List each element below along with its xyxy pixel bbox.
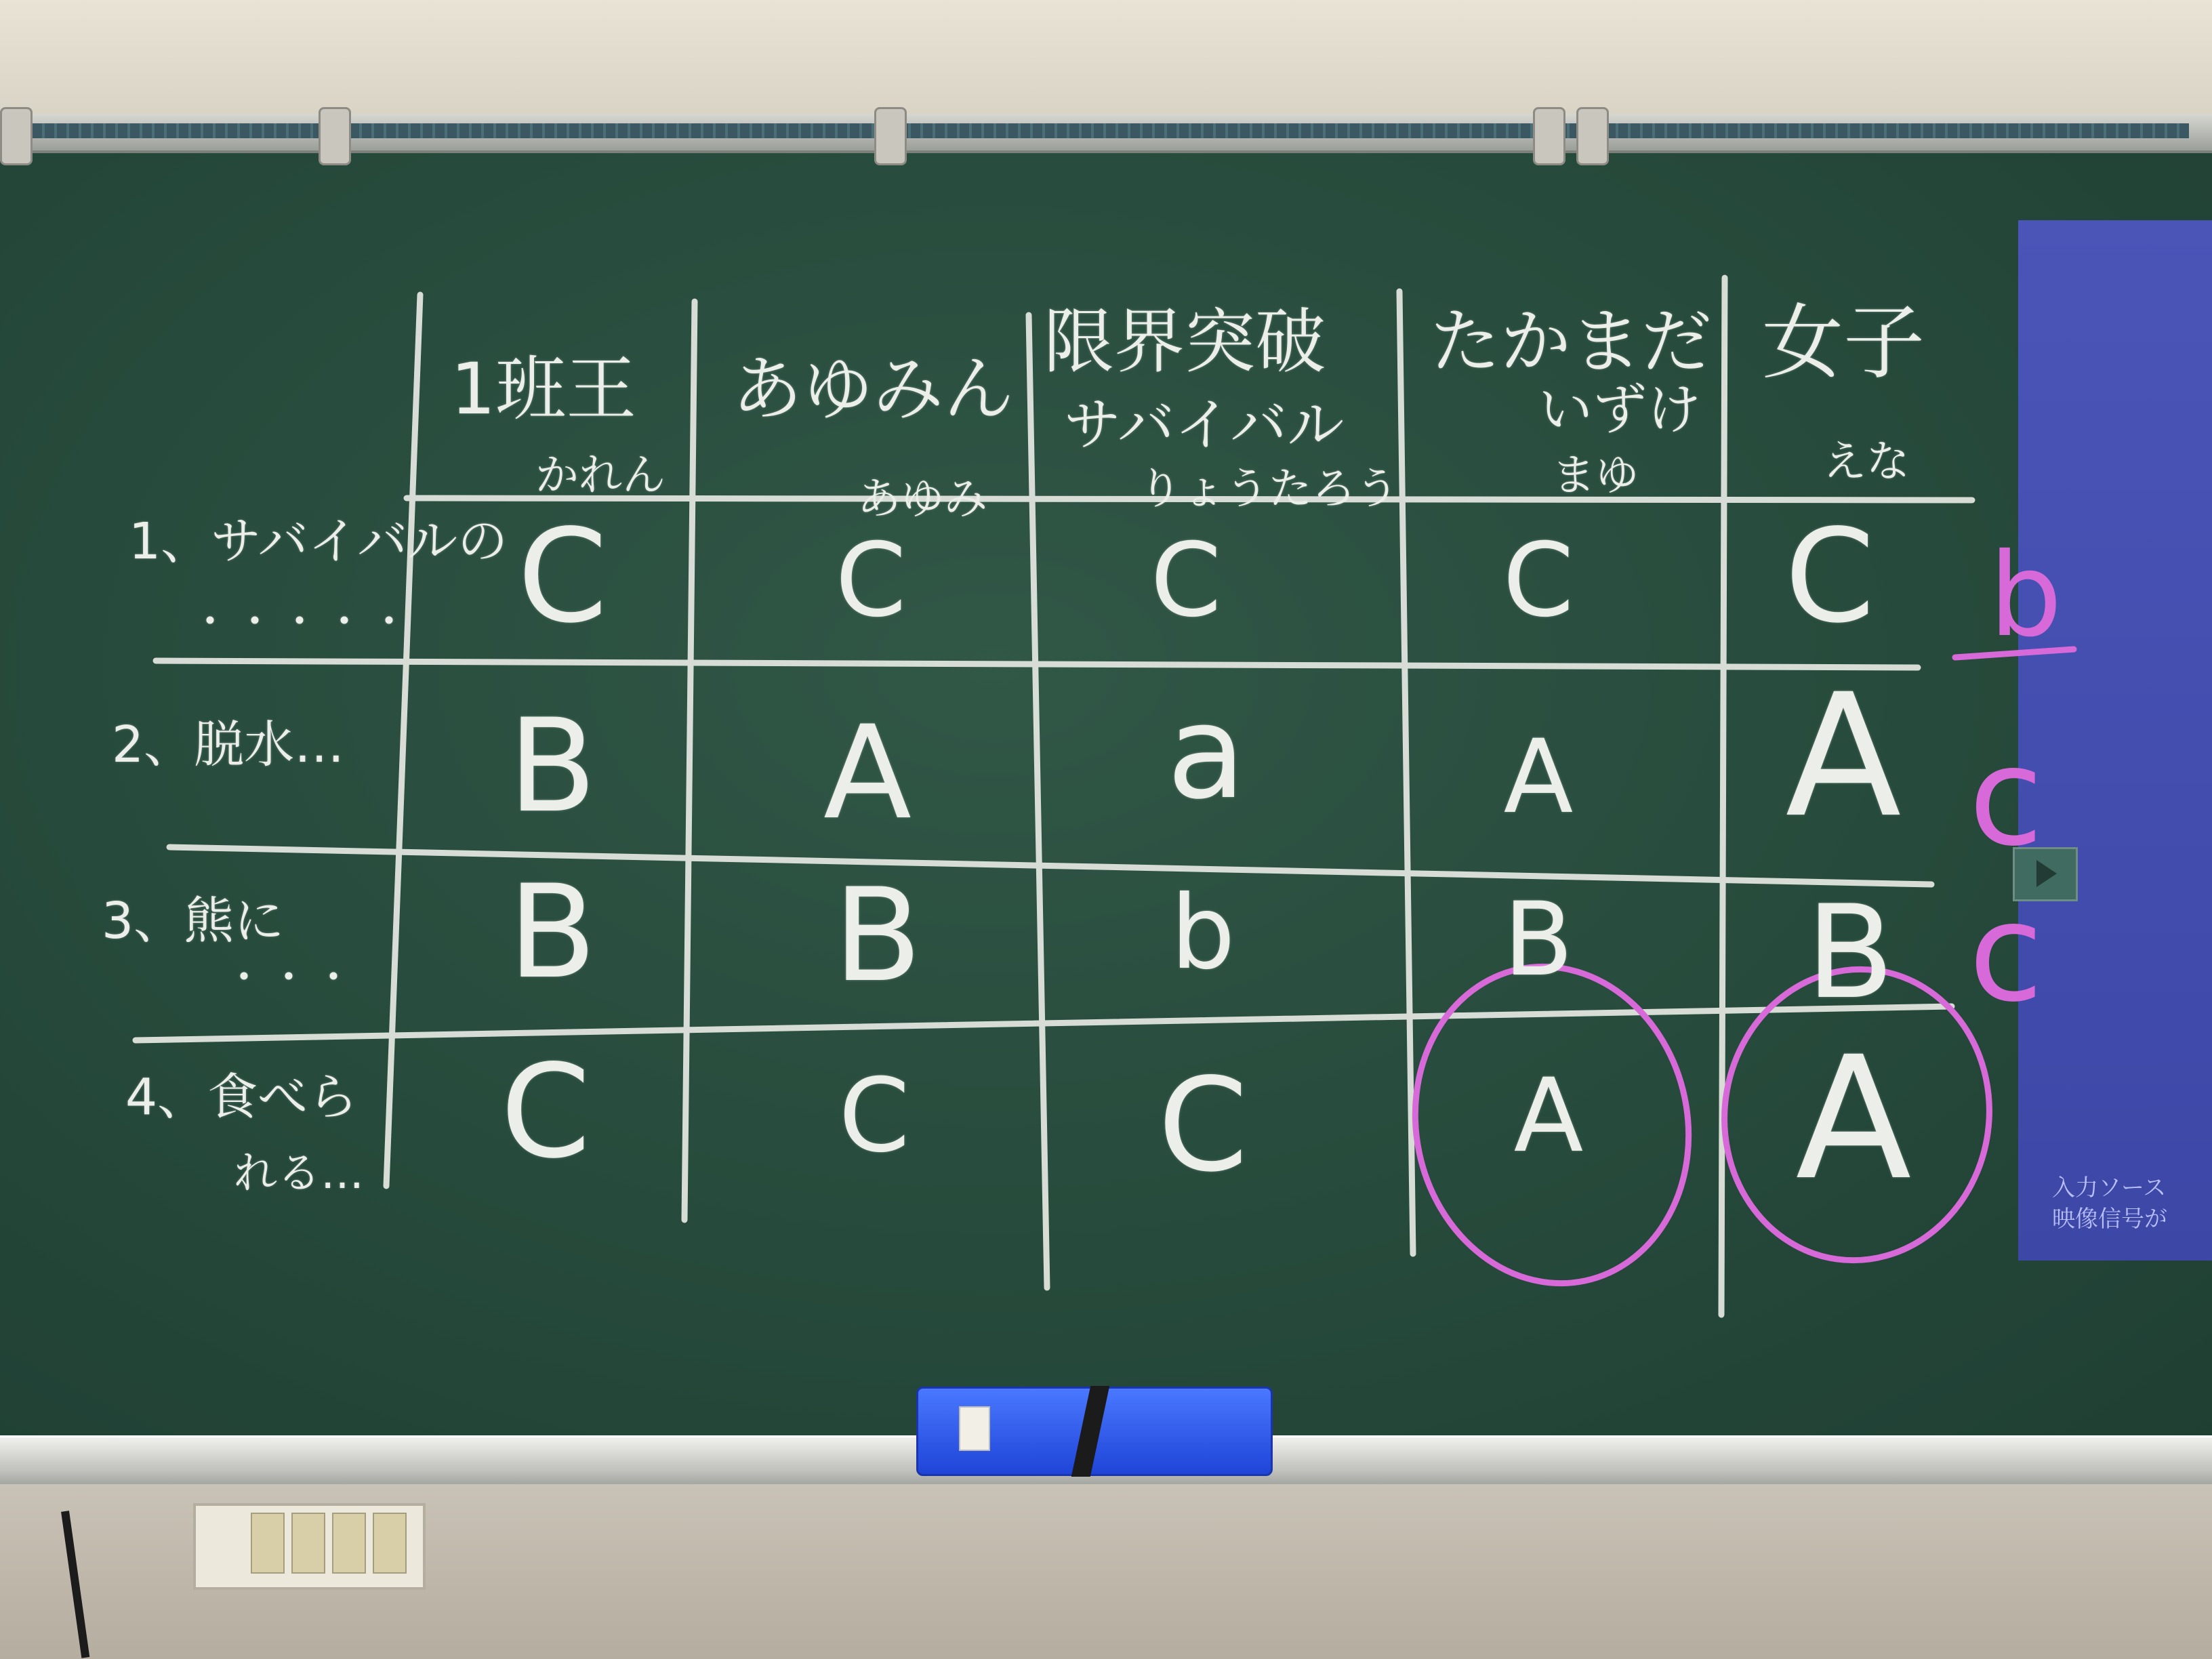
grade-cell: B	[508, 691, 597, 841]
grade-cell: C	[1158, 1050, 1248, 1200]
column-header-team-line2: いずけ	[1538, 378, 1701, 441]
column-header-members: りょうたろう	[1139, 464, 1399, 514]
grade-cell: C	[1502, 522, 1574, 640]
projector-text-line2: 映像信号が	[2052, 1206, 2167, 1233]
rail-clip	[1576, 107, 1609, 165]
answer-key-mark: b	[1989, 529, 2062, 663]
grade-cell: a	[1166, 678, 1246, 827]
eraser-band	[1071, 1386, 1109, 1477]
column-header-members: まゆ	[1552, 451, 1639, 501]
column-header-members: あゆみ	[857, 474, 987, 525]
grade-cell: C	[517, 501, 608, 651]
row-label-continuation: れる…	[234, 1149, 364, 1199]
grade-cell: C	[1784, 501, 1875, 651]
rail-clip	[0, 107, 33, 165]
column-header-team: 限界突破	[1044, 300, 1326, 383]
answer-key-mark: c	[1969, 874, 2043, 1032]
eraser[interactable]	[916, 1387, 1273, 1476]
row-label-continuation: ・・・	[224, 954, 358, 1002]
row-label: 2、脱水…	[112, 716, 345, 774]
grade-cell: C	[500, 1037, 591, 1187]
column-header-team: 女子	[1762, 296, 1925, 390]
row-label: 4、食べら	[125, 1068, 359, 1126]
row-label-continuation: ・・・・・	[190, 598, 413, 646]
rail-clip	[874, 107, 907, 165]
grade-cell: C	[835, 522, 907, 640]
eraser-label	[959, 1406, 990, 1451]
row-label: 3、熊に	[102, 892, 285, 950]
projector-screen	[2018, 220, 2212, 1261]
grade-cell: B	[833, 861, 922, 1010]
grade-cell-circled: A	[1513, 1057, 1584, 1175]
wall-switch[interactable]	[291, 1513, 325, 1574]
column-header-members: かれん	[535, 451, 665, 501]
rail-clip	[1533, 107, 1565, 165]
grade-cell: A	[1503, 718, 1574, 836]
answer-key-mark: c	[1969, 718, 2043, 876]
grade-cell: C	[838, 1057, 910, 1175]
wall-switch[interactable]	[332, 1513, 366, 1574]
grade-cell: A	[1785, 657, 1902, 855]
grade-cell: B	[1805, 878, 1895, 1027]
rail-clip	[319, 107, 351, 165]
grade-cell: B	[508, 857, 597, 1007]
grade-cell: A	[823, 698, 912, 848]
row-label: 1、サバイバルの	[129, 512, 508, 571]
wall-switch[interactable]	[373, 1513, 407, 1574]
projector-text-line1: 入力ソース	[2052, 1174, 2167, 1202]
column-header-team: たかまだ	[1430, 300, 1713, 383]
column-header-team-line2: サバイバル	[1064, 392, 1345, 458]
column-header-team: あゆみん	[732, 348, 1015, 430]
grade-cell: b	[1170, 874, 1235, 992]
grade-cell: B	[1503, 881, 1574, 999]
wall-switch[interactable]	[251, 1513, 285, 1574]
column-header-members: えな	[1823, 437, 1910, 487]
grade-cell-circled: A	[1795, 1020, 1912, 1217]
column-header-team: 1班王	[451, 348, 637, 430]
grade-cell: C	[1150, 522, 1222, 640]
